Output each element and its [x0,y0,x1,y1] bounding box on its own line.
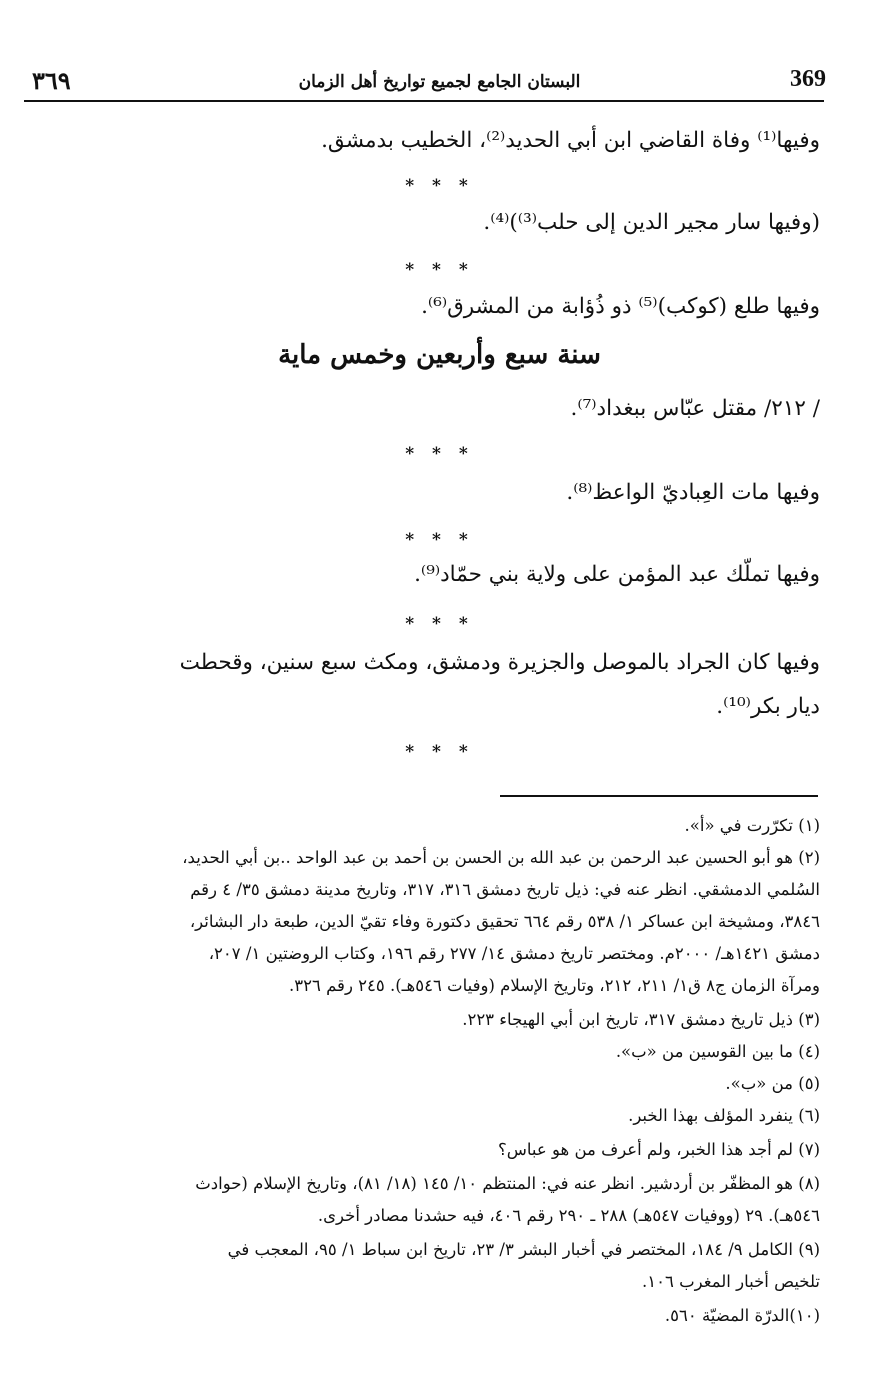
footnote-10: (١٠)الدرّة المضيّة ٥٦٠. [664,1306,820,1325]
footnote-9-line-2: تلخيص أخبار المغرب ١٠٦. [642,1272,820,1291]
footnote-2-line-4: دمشق ١٤٢١هـ/ ٢٠٠٠م. ومختصر تاريخ دمشق ١٤/ ٢٧٧ رقم ١٩٦، وكتاب الروضتين ١/ ٢٠٧، [208,944,820,963]
footnote-6: (٦) ينفرد المؤلف بهذا الخبر. [628,1106,820,1125]
separator-3: * * * [405,444,474,464]
separator-6: * * * [405,742,474,762]
footnote-5: (٥) من «ب». [725,1074,820,1093]
footnote-rule [500,795,818,797]
text-line-7b: ديار بكر⁽¹⁰⁾. [716,694,820,719]
footnote-7: (٧) لم أجد هذا الخبر، ولم أعرف من هو عباس؟ [497,1140,820,1159]
footnote-1: (١) تكرّرت في «أ». [684,816,820,835]
footnote-8-line-1: (٨) هو المظفّر بن أردشير. انظر عنه في: المنتظم ١٠/ ١٤٥ (١٨/ ٨١)، وتاريخ الإسلام (حوادث [195,1174,820,1193]
text-line-3: وفيها طلع (كوكب)⁽⁵⁾ ذو ذُؤابة من المشرق⁽⁶⁾. [421,294,820,319]
section-title: سنة سبع وأربعين وخمس ماية [278,340,601,370]
footnote-2-line-1: (٢) هو أبو الحسين عبد الرحمن بن عبد الله بن الحسن بن أحمد بن عبد الواحد ..بن أبي الحديد، [182,848,820,867]
footnote-4: (٤) ما بين القوسين من «ب». [615,1042,820,1061]
separator-5: * * * [405,614,474,634]
header-rule [24,100,824,102]
footnote-2-line-2: السُلمي الدمشقي. انظر عنه في: ذيل تاريخ دمشق ٣١٦، ٣١٧، وتاريخ مدينة دمشق ٣٥/ ٤ رقم [190,880,820,899]
footnote-2-line-5: ومرآة الزمان ج٨ ق١/ ٢١١، ٢١٢، وتاريخ الإسلام (وفيات ٥٤٦هـ). ٢٤٥ رقم ٣٢٦. [288,976,820,995]
text-line-6: وفيها تملّك عبد المؤمن على ولاية بني حمّاد⁽⁹⁾. [414,562,820,587]
footnote-3: (٣) ذيل تاريخ دمشق ٣١٧، تاريخ ابن أبي الهيجاء ٢٢٣. [462,1010,820,1029]
page-number-arabic: ٣٦٩ [32,66,71,95]
text-line-1: وفيها⁽¹⁾ وفاة القاضي ابن أبي الحديد⁽²⁾، الخطيب بدمشق. [321,128,820,153]
footnote-2-line-3: ٣٨٤٦، ومشيخة ابن عساكر ١/ ٥٣٨ رقم ٦٦٤ تحقيق دكتورة وفاء تقيّ الدين، طبعة دار البشائر، [189,912,820,931]
footnote-9-line-1: (٩) الكامل ٩/ ١٨٤، المختصر في أخبار البشر ٣/ ٢٣، تاريخ ابن سباط ١/ ٩٥، المعجب في [227,1240,820,1259]
footnote-8-line-2: ٥٤٦هـ). ٢٩ (ووفيات ٥٤٧هـ) ٢٨٨ ـ ٢٩٠ رقم ٤٠٦، فيه حشدنا مصادر أخرى. [317,1206,820,1225]
separator-4: * * * [405,530,474,550]
running-title: البستان الجامع لجميع تواريخ أهل الزمان [298,72,581,92]
separator-2: * * * [405,260,474,280]
separator-1: * * * [405,176,474,196]
text-line-7a: وفيها كان الجراد بالموصل والجزيرة ودمشق، ومكث سبع سنين، وقحطت [179,650,820,675]
text-line-5: وفيها مات العِباديّ الواعظ⁽⁸⁾. [566,480,820,505]
page-number-latin: 369 [790,66,826,92]
text-line-4: / ٢١٢/ مقتل عبّاس ببغداد⁽⁷⁾. [570,396,820,421]
text-line-2: (وفيها سار مجير الدين إلى حلب⁽³⁾)⁽⁴⁾. [483,210,820,235]
